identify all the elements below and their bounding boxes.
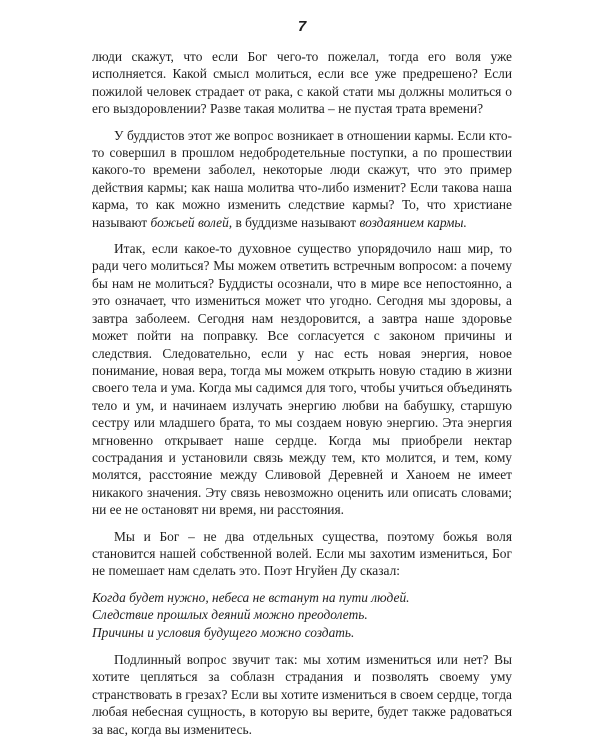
paragraph-3: Итак, если какое-то духовное существо упорядочило наш мир, то ради чего молиться? Мы можем ответить встречным вопросом: а почему бы нам не молиться? Буддисты осознали, что в мире все непостоянно, а это означает, что измениться может что угодно. Сегодня мы здоровы, а завтра заболеем. Сегодня нам нездоровится, а завтра наше здоровье может пойти на поправку. Все согласуется с законом причины и следствия. Следовательно, если у нас есть новая энергия, новое понимание, новая вера, тогда мы можем открыть новую стадию в жизни своего тела и ума. Когда мы садимся для того, чтобы учиться объединять тело и ум, и начинаем излучать энергию любви на бабушку, старшую сестру или младшего брата, то мы создаем новую энергию. Эта энергия мгновенно открывает наше сердце. Когда мы приобрели нектар сострадания и установили связь между тем, кто молится, и тем, кому молятся, расстояние между Сливовой Деревней и Ханоем не имеет никакого значения. Эту связь невозможно оценить или описать словами; ни ее не остановят ни время, ни расстояния. <box>92 241 512 518</box>
poem-line: Следствие прошлых деяний можно преодолеть. <box>92 607 368 623</box>
paragraph-2-italic-1: божьей волей, <box>150 214 233 230</box>
poem-line: Когда будет нужно, небеса не встанут на пути людей. <box>92 589 410 605</box>
poem-quote <box>92 589 512 641</box>
paragraph-4: Мы и Бог – не два отдельных существа, поэтому божья воля становится нашей собственной волей. Если мы захотим измениться, Бог не помешает нам сделать это. Поэт Нгуйен Ду сказал: <box>92 528 512 579</box>
page-number: 7 <box>297 18 307 35</box>
poem-line: Причины и условия будущего можно создать. <box>92 624 355 640</box>
paragraph-2 <box>92 127 512 231</box>
book-page <box>92 18 512 747</box>
paragraph-5: Подлинный вопрос звучит так: мы хотим измениться или нет? Вы хотите цепляться за соблазн страдания и позволять своему уму странствовать в грезах? Если вы хотите измениться в своем сердце, тогда любая небесная сущность, в которую вы верите, будет также радоваться за вас, когда вы изменитесь. <box>92 652 512 737</box>
paragraph-2-text-middle: в буддизме называют <box>232 214 360 230</box>
paragraph-2-italic-2: воздаянием кармы. <box>359 214 467 230</box>
paragraph-1: люди скажут, что если Бог чего-то пожелал, тогда его воля уже исполняется. Какой смысл молиться, если все уже предрешено? Если пожилой человек страдает от рака, с какой стати мы должны молиться о его выздоровлении? Разве такая молитва – не пустая трата времени? <box>92 49 512 117</box>
paragraph-2-text-before: У буддистов этот же вопрос возникает в отношении кармы. Если кто-то совершил в прошлом недобродетельные поступки, а по прошествии какого-то времени заболел, некоторые люди скажут, что это пример действия кармы; как наша молитва что-либо изменит? Если такова наша карма, то как можно изменить следствие кармы? То, что христиане называют <box>92 127 512 230</box>
